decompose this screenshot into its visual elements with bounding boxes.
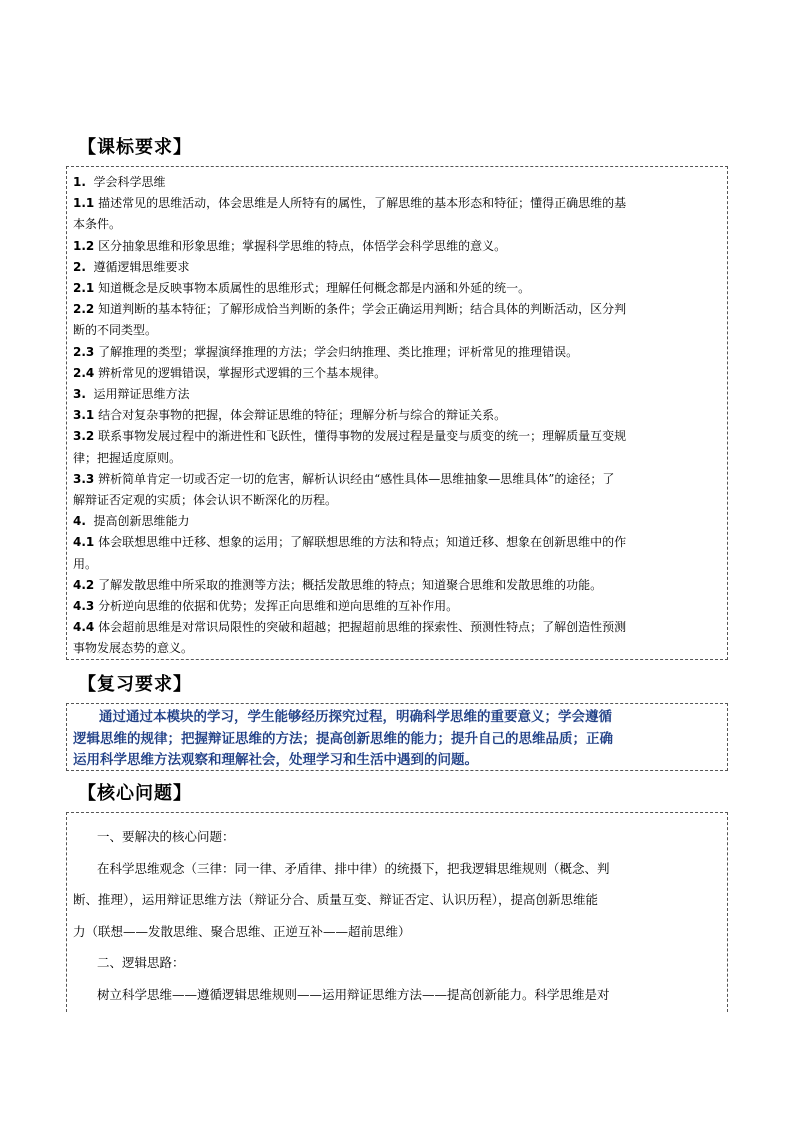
- item-number: 2.3: [73, 344, 95, 359]
- review-requirements-box: [66, 703, 728, 771]
- item-text: 运用辩证思维方法: [85, 387, 190, 402]
- curriculum-line: [73, 554, 721, 575]
- curriculum-line: [73, 193, 721, 214]
- item-text: 结合对复杂事物的把握，体会辩证思维的特征；理解分析与综合的辩证关系。: [94, 408, 507, 423]
- review-line: 运用科学思维方法观察和理解社会，处理学习和生活中遇到的问题。: [73, 752, 478, 768]
- curriculum-line: [73, 596, 721, 617]
- curriculum-line: [73, 617, 721, 638]
- item-number: 3.2: [73, 429, 95, 444]
- item-text: 体会联想思维中迁移、想象的运用；了解联想思维的方法和特点；知道迁移、想象在创新思维中的作: [94, 535, 627, 550]
- curriculum-line: [73, 638, 721, 659]
- curriculum-line: [73, 426, 721, 447]
- curriculum-line: [73, 575, 721, 596]
- core-question-line: 断、推理），运用辩证思维方法（辩证分合、质量互变、辩证否定、认识历程），提高创新思维能: [73, 892, 599, 907]
- item-number: 2.4: [73, 365, 95, 380]
- curriculum-line: [73, 299, 721, 320]
- item-text: 描述常见的思维活动，体会思维是人所特有的属性，了解思维的基本形态和特征；懂得正确思维的基: [94, 196, 627, 211]
- curriculum-line: [73, 363, 721, 384]
- item-text: 解辩证否定观的实质；体会认识不断深化的历程。: [73, 493, 338, 508]
- curriculum-line: [73, 532, 721, 553]
- curriculum-line: [73, 257, 721, 278]
- item-number: 4.1: [73, 535, 95, 550]
- item-text: 用。: [73, 556, 98, 571]
- item-text: 区分抽象思维和形象思维；掌握科学思维的特点，体悟学会科学思维的意义。: [94, 238, 507, 253]
- core-question-line: 树立科学思维——遵循逻辑思维规则——运用辩证思维方法——提高创新能力。科学思维是对: [97, 986, 610, 1002]
- item-text: 体会超前思维是对常识局限性的突破和超越；把握超前思维的探索性、预测性特点；了解创造性预测: [94, 620, 627, 635]
- item-number: 2.: [73, 259, 86, 274]
- review-line: 逻辑思维的规律；把握辩证思维的方法；提高创新思维的能力；提升自己的思维品质；正确: [73, 730, 613, 747]
- item-number: 3.1: [73, 408, 95, 423]
- item-text: 本条件。: [73, 217, 122, 232]
- item-number: 4.4: [73, 620, 95, 635]
- review-line: 通过通过本模块的学习，学生能够经历探究过程，明确科学思维的重要意义；学会遵循: [99, 709, 612, 725]
- item-text: 辨析常见的逻辑错误，掌握形式逻辑的三个基本规律。: [94, 365, 387, 380]
- item-number: 4.2: [73, 577, 95, 592]
- curriculum-line: [73, 448, 721, 469]
- item-number: 2.1: [73, 281, 95, 296]
- curriculum-line: [73, 469, 721, 490]
- core-questions-box: [66, 812, 728, 1012]
- curriculum-line: [73, 278, 721, 299]
- item-text: 联系事物发展过程中的渐进性和飞跃性，懂得事物的发展过程是量变与质变的统一；理解质量互变规: [94, 429, 627, 444]
- item-number: 1.2: [73, 238, 95, 253]
- curriculum-line: [73, 172, 721, 193]
- curriculum-requirements-box: [66, 166, 728, 660]
- item-number: 4.: [73, 514, 86, 529]
- item-text: 分析逆向思维的依据和优势；发挥正向思维和逆向思维的互补作用。: [94, 599, 459, 614]
- item-text: 学会科学思维: [85, 175, 166, 189]
- item-text: 知道概念是反映事物本质属性的思维形式；理解任何概念都是内涵和外延的统一。: [94, 281, 531, 296]
- curriculum-line: [73, 236, 721, 257]
- item-number: 3.3: [73, 471, 95, 486]
- section-heading-curriculum: 【课标要求】: [78, 137, 192, 158]
- item-text: 断的不同类型。: [73, 323, 158, 338]
- item-text: 律；把握适度原则。: [73, 450, 182, 465]
- item-number: 1.1: [73, 196, 95, 211]
- curriculum-line: [73, 342, 721, 363]
- item-number: 3.: [73, 387, 86, 402]
- core-question-line: 一、要解决的核心问题：: [97, 829, 235, 844]
- curriculum-line: [73, 511, 721, 532]
- curriculum-line: [73, 490, 721, 511]
- item-number: 4.3: [73, 599, 95, 614]
- section-heading-core-questions: 【核心问题】: [78, 783, 192, 804]
- item-text: 辨析简单肯定一切或否定一切的危害，解析认识经由“感性具体—思维抽象—思维具体”的途径；了: [94, 471, 615, 486]
- section-heading-review: 【复习要求】: [78, 674, 192, 695]
- item-text: 遵循逻辑思维要求: [85, 259, 190, 274]
- core-question-line: 二、逻辑思路：: [97, 955, 185, 970]
- item-number: 1.: [73, 175, 86, 189]
- core-question-line: 在科学思维观念（三律：同一律、矛盾律、排中律）的统摄下，把我逻辑思维规则（概念、判: [97, 860, 610, 876]
- curriculum-line: [73, 320, 721, 341]
- core-question-line: 力（联想——发散思维、聚合思维、正逆互补——超前思维）: [73, 923, 411, 939]
- item-text: 知道判断的基本特征；了解形成恰当判断的条件；学会正确运用判断；结合具体的判断活动，区分判: [94, 302, 627, 317]
- item-text: 提高创新思维能力: [85, 514, 190, 529]
- curriculum-line: [73, 384, 721, 405]
- curriculum-line: [73, 405, 721, 426]
- item-text: 了解推理的类型；掌握演绎推理的方法；学会归纳推理、类比推理；评析常见的推理错误。: [94, 344, 579, 359]
- item-number: 2.2: [73, 302, 95, 317]
- curriculum-line: [73, 214, 721, 235]
- item-text: 了解发散思维中所采取的推测等方法；概括发散思维的特点；知道聚合思维和发散思维的功能。: [94, 577, 603, 592]
- item-text: 事物发展态势的意义。: [73, 641, 194, 656]
